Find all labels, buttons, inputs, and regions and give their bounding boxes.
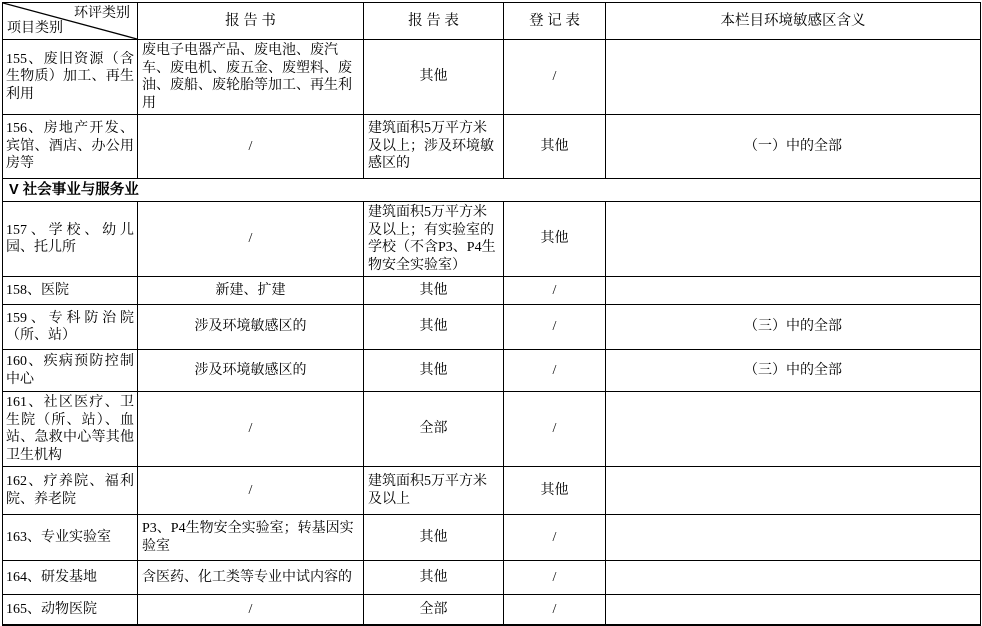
cell-report-form: 其他 [364,561,504,595]
table-row-155 [3,40,981,115]
header-sensitive-area-meaning: 本栏目环境敏感区含义 [606,3,981,40]
cell-project: 157、学校、幼儿园、托儿所 [3,202,138,277]
table-row-156 [3,115,981,179]
cell-report-book: 含医药、化工类等专业中试内容的 [138,561,364,595]
cell-sensitive: （三）中的全部 [606,305,981,350]
cell-project: 162、疗养院、福利院、养老院 [3,467,138,515]
cell-sensitive [606,40,981,115]
cell-report-form: 建筑面积5万平方米及以上 [364,467,504,515]
cell-registration: / [504,305,606,350]
cell-project: 164、研发基地 [3,561,138,595]
cell-report-form: 其他 [364,305,504,350]
cell-report-book: / [138,202,364,277]
table-row-157 [3,202,981,277]
cell-sensitive [606,561,981,595]
cell-project: 156、房地产开发、宾馆、酒店、办公用房等 [3,115,138,179]
cell-sensitive [606,515,981,561]
cell-project: 159、专科防治院（所、站） [3,305,138,350]
cell-sensitive: （三）中的全部 [606,350,981,392]
header-eia-category-label: 环评类别 [74,6,130,21]
cell-project: 158、医院 [3,277,138,305]
cell-registration: / [504,392,606,467]
cell-registration: 其他 [504,115,606,179]
table-row-162 [3,467,981,515]
cell-project: 161、社区医疗、卫生院（所、站）、血站、急救中心等其他卫生机构 [3,392,138,467]
cell-report-form: 全部 [364,595,504,625]
table-row-165 [3,595,981,625]
table-row-159 [3,305,981,350]
cell-registration: / [504,40,606,115]
cell-report-form: 其他 [364,277,504,305]
table-row-163 [3,515,981,561]
cell-report-book: P3、P4生物安全实验室；转基因实验室 [138,515,364,561]
cell-report-form: 全部 [364,392,504,467]
section-row-v [3,179,981,202]
cell-report-form: 其他 [364,515,504,561]
cell-sensitive [606,202,981,277]
cell-registration: / [504,350,606,392]
table-row-161 [3,392,981,467]
cell-report-book: / [138,595,364,625]
cell-report-book: / [138,115,364,179]
cell-report-form: 其他 [364,40,504,115]
cell-registration: / [504,515,606,561]
table-row-158 [3,277,981,305]
cell-report-book: 废电子电器产品、废电池、废汽车、废电机、废五金、废塑料、废油、废船、废轮胎等加工、再生利用 [138,40,364,115]
cell-registration: 其他 [504,467,606,515]
table-row-160 [3,350,981,392]
cell-registration: / [504,595,606,625]
cell-project: 160、疾病预防控制中心 [3,350,138,392]
cell-project: 165、动物医院 [3,595,138,625]
cell-registration: / [504,561,606,595]
cell-report-book: / [138,392,364,467]
cell-report-form: 其他 [364,350,504,392]
cell-report-book: 新建、扩建 [138,277,364,305]
cell-report-book: 涉及环境敏感区的 [138,350,364,392]
section-title: V 社会事业与服务业 [3,179,981,202]
cell-sensitive [606,392,981,467]
cell-report-form: 建筑面积5万平方米及以上；有实验室的学校（不含P3、P4生物安全实验室） [364,202,504,277]
cell-sensitive [606,277,981,305]
cell-registration: / [504,277,606,305]
cell-project: 163、专业实验室 [3,515,138,561]
cell-report-book: 涉及环境敏感区的 [138,305,364,350]
table-header-row [3,3,981,40]
cell-project: 155、废旧资源（含生物质）加工、再生利用 [3,40,138,115]
header-registration-form: 登 记 表 [504,3,606,40]
cell-report-book: / [138,467,364,515]
cell-sensitive [606,467,981,515]
header-project-category-label: 项目类别 [7,20,63,36]
cell-sensitive: （一）中的全部 [606,115,981,179]
header-report-book: 报 告 书 [138,3,364,40]
header-report-form: 报 告 表 [364,3,504,40]
cell-report-form: 建筑面积5万平方米及以上；涉及环境敏感区的 [364,115,504,179]
cell-sensitive [606,595,981,625]
eia-category-table [2,2,981,626]
cell-registration: 其他 [504,202,606,277]
diagonal-header-cell [3,3,138,40]
table-row-164 [3,561,981,595]
